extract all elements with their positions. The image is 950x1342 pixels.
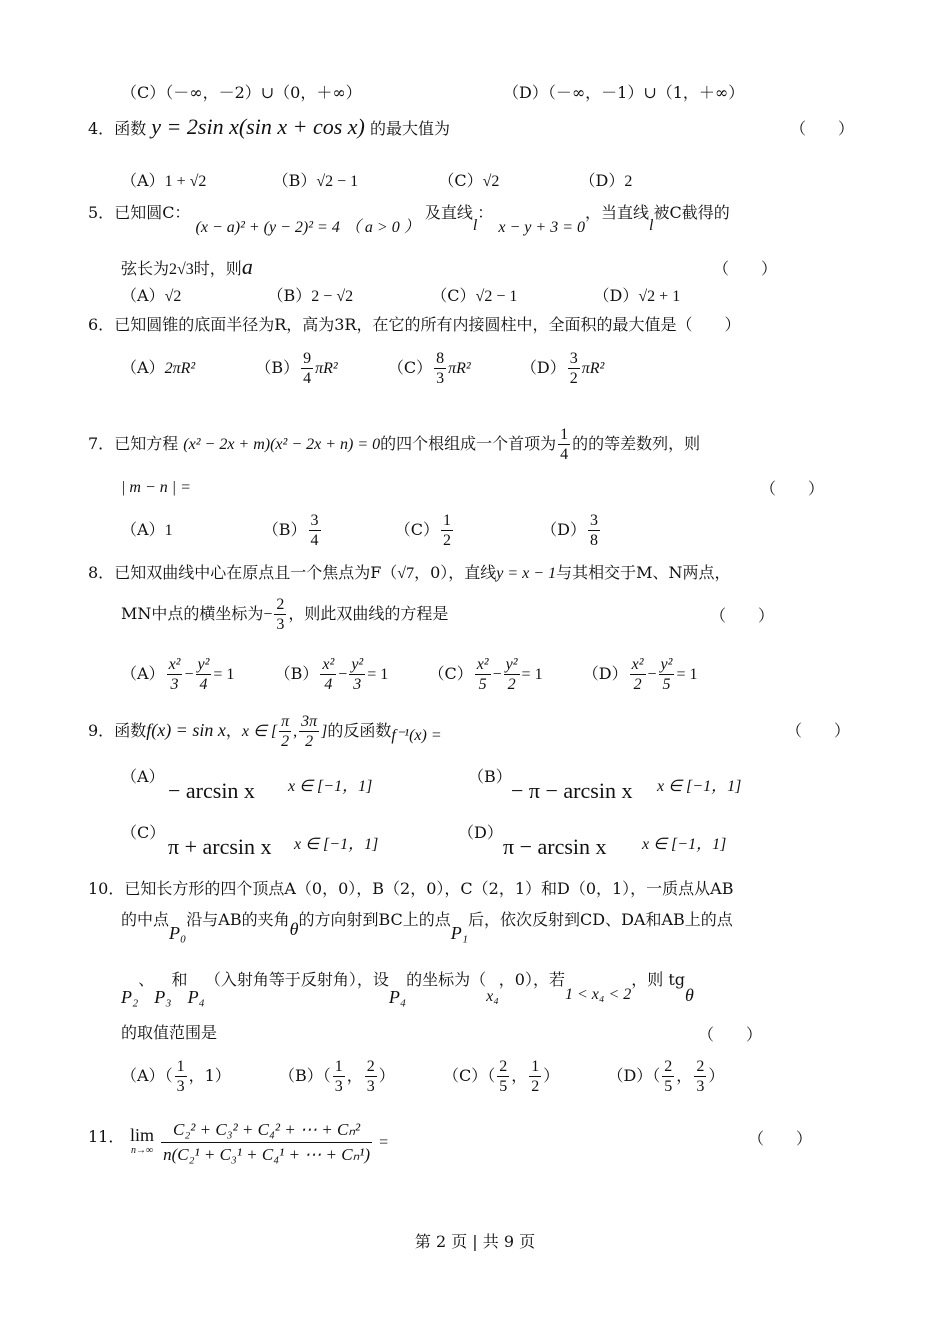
q9-domain-post: ]: [321, 723, 328, 740]
q4-option-d-label: （D）: [579, 171, 625, 190]
q8-option-c-label: （C）: [428, 664, 473, 683]
q10-option-a-label: （A）: [121, 1066, 165, 1085]
q10-option-c-d1: 5: [499, 1078, 508, 1095]
q6-options: [121, 344, 604, 393]
q4-option-b-label: （B）: [272, 171, 317, 190]
q5-chord-length: 2√3: [169, 261, 194, 278]
q8-midpoint-numerator: 2: [276, 596, 285, 613]
q9-inverse: f⁻¹(x) =: [391, 727, 442, 744]
q10-line4: 的取值范围是: [121, 1023, 218, 1042]
q7-option-b-denominator: 4: [310, 532, 319, 549]
q5-stem-line2: [121, 256, 253, 281]
q5-var-a: a: [241, 254, 253, 279]
q5-line-equation: x − y + 3 = 0: [498, 219, 585, 236]
q7-first-term-denominator: 4: [560, 446, 569, 463]
q8-number: 8．: [88, 563, 115, 582]
q10-p3: P₃: [154, 987, 172, 1007]
q5-option-a-label: （A）: [121, 286, 165, 305]
q10-option-d-sep: ，: [676, 1066, 693, 1085]
q7-option-c-numerator: 1: [442, 512, 451, 529]
q10-l3c: ，0），若: [498, 970, 565, 989]
q8-option-a-y: y²: [197, 656, 210, 673]
q9-option-a-domain: x ∈ [−1，1]: [288, 778, 373, 795]
q10-l2a: 的中点: [121, 910, 170, 929]
q10-option-b-n2: 2: [366, 1058, 375, 1075]
q10-p1: P₁: [450, 923, 469, 943]
q8-line2-post: ，则此双曲线的方程是: [288, 604, 449, 623]
q7-pre: 已知方程: [114, 434, 179, 453]
q9-function: f(x) = sin x: [146, 720, 226, 740]
q7-mid: 的四个根组成一个首项为: [380, 434, 557, 453]
q8-option-c-y: y²: [505, 656, 518, 673]
q10-answer-blank: （ ）: [698, 1025, 763, 1044]
q8-option-a-eq: = 1: [213, 666, 235, 683]
q10-p4b: P₄: [388, 987, 407, 1007]
q10-option-b-n1: 1: [334, 1058, 343, 1075]
q10-option-c-label: （C）: [442, 1066, 488, 1085]
q8-option-a-a2: 3: [170, 676, 179, 693]
q9-option-d-domain: x ∈ [−1，1]: [642, 836, 727, 853]
q7-post: 的的等差数列，则: [572, 434, 701, 453]
q8-focus: √7: [397, 565, 415, 582]
q7-option-d-denominator: 8: [589, 532, 598, 549]
q8-stem: [88, 562, 730, 585]
q5-option-b-label: （B）: [267, 286, 312, 305]
q8-option-d-eq: = 1: [676, 666, 698, 683]
q5-option-d-label: （D）: [593, 286, 639, 305]
q6-number: 6．: [88, 315, 115, 334]
q10-option-c-n2: 1: [531, 1058, 540, 1075]
q5-line2-post: 时，则: [193, 259, 242, 278]
q4-stem: [88, 116, 450, 140]
q7-options: [121, 506, 602, 555]
q10-option-c-d2: 2: [531, 1078, 540, 1095]
q10-option-b-d2: 3: [366, 1078, 375, 1095]
q10-dun: 、: [138, 970, 155, 989]
q11-lim-sub: n→∞: [130, 1144, 154, 1156]
q5-option-d: √2 + 1: [638, 288, 681, 305]
q8-line-equation: y = x − 1: [496, 565, 557, 582]
q6-option-b-tail: πR²: [315, 360, 338, 377]
q5-circle-equation: (x − a)² + (y − 2)² = 4: [195, 219, 340, 236]
q6-option-d-tail: πR²: [581, 360, 605, 377]
q8-option-a-label: （A）: [121, 664, 165, 683]
q11-limit: [130, 1118, 388, 1167]
q10-option-a-numerator: 1: [176, 1058, 185, 1075]
q9-option-c: π + arcsin x: [168, 834, 272, 859]
q9-option-b-domain: x ∈ [−1，1]: [657, 778, 742, 795]
q10-option-d-label: （D）: [607, 1066, 653, 1085]
q6-option-b-label: （B）: [255, 358, 300, 377]
q9-option-d-label: （D）: [458, 823, 503, 842]
q4-options: [121, 170, 632, 193]
q10-option-b-label: （B）: [278, 1066, 323, 1085]
q8-option-b-y: y²: [351, 656, 364, 673]
q7-option-a: 1: [164, 522, 173, 539]
q8-option-b-x: x²: [322, 656, 335, 673]
q8-option-c-eq: = 1: [521, 666, 543, 683]
q7-stem: [88, 422, 700, 467]
q8-option-d-b2: 5: [662, 676, 671, 693]
q7-option-b-label: （B）: [262, 520, 307, 539]
q5-mid2: ，当直线: [585, 203, 650, 222]
q9-domain-pre: x ∈ [: [241, 723, 278, 740]
q4-answer-blank: （ ）: [790, 119, 855, 138]
q9-answer-blank: （ ）: [786, 721, 851, 740]
q6-stem: [88, 314, 740, 336]
q10-p4: P₄: [187, 987, 205, 1007]
q10-option-b-d1: 3: [334, 1078, 343, 1095]
q5-line-var-2: l: [649, 217, 654, 234]
q9-option-d: π − arcsin x: [503, 834, 607, 859]
q8-option-a-b2: 4: [199, 676, 208, 693]
q10-l2b: 沿与AB的夹角: [186, 910, 290, 929]
q10-p0: P₀: [169, 923, 187, 943]
q10-inequality: 1 < x₄ < 2: [564, 986, 632, 1003]
q8-post: 与其相交于M、N两点，: [556, 563, 731, 582]
q10-options: [121, 1052, 724, 1100]
page-footer: 第 2 页 | 共 9 页: [414, 1232, 536, 1251]
q8-mid: ，0），直线: [414, 563, 497, 582]
q4-number: 4．: [88, 119, 115, 138]
q8-option-d-a2: 2: [633, 676, 642, 693]
q4-expression: y = 2sin x(sin x + cos x): [151, 114, 365, 139]
q8-negative-sign: −: [263, 606, 273, 623]
q5-answer-blank: （ ）: [713, 259, 778, 278]
q10-x4: x₄: [486, 988, 499, 1005]
q8-stem-line2: [121, 592, 448, 637]
q10-option-d-open: （: [652, 1066, 661, 1085]
q5-line-var: l: [472, 217, 478, 234]
q10-option-a-close: ，1）: [188, 1066, 231, 1085]
q7-equation: (x² − 2x + m)(x² − 2x + n) = 0: [183, 436, 381, 453]
q10-l3a: （入射角等于反射角），设: [204, 970, 389, 989]
q10-option-d-close: ）: [708, 1066, 725, 1085]
q9-stem: 9．函数f(x) = sin x，x ∈ [ $\frac{\pi}{2}$ , $\frac{3\pi}{2}$ ]的反函数f⁻¹(x) =: [88, 713, 442, 750]
q10-option-a-denominator: 3: [176, 1078, 185, 1095]
q8-option-d-x: x²: [631, 656, 644, 673]
q5-pre: 已知圆C：: [114, 203, 191, 222]
q5-option-a: √2: [164, 288, 182, 305]
q9-domain-low-denominator: 2: [281, 733, 290, 750]
q5-options: [121, 285, 680, 308]
q10-option-d-n2: 2: [696, 1058, 705, 1075]
q5-stem: [88, 202, 730, 236]
q8-option-d-label: （D）: [582, 664, 628, 683]
q4-post: 的最大值为: [369, 119, 450, 138]
q7-option-d-numerator: 3: [589, 512, 598, 529]
q7-option-c-denominator: 2: [442, 532, 451, 549]
q9-option-c-domain: x ∈ [−1，1]: [294, 836, 379, 853]
q8-option-b-label: （B）: [274, 664, 319, 683]
q11-numerator: C₂² + C₃² + C₄² + ⋯ + Cₙ²: [161, 1118, 372, 1143]
q5-colon: ：: [477, 203, 494, 222]
q6-option-b-numerator: 9: [303, 350, 312, 367]
q5-option-c-label: （C）: [431, 286, 476, 305]
q10-option-c-close: ）: [543, 1066, 560, 1085]
q11-equals: =: [379, 1134, 389, 1151]
q5-option-b: 2 − √2: [311, 288, 354, 305]
q8-option-d-y: y²: [660, 656, 673, 673]
q9-option-c-label: （C）: [121, 823, 166, 842]
q10-l3d: ，则 tg: [631, 970, 686, 989]
q9-option-a-label: （A）: [121, 767, 165, 786]
q7-expression: | m − n | =: [121, 479, 191, 496]
q7-answer-blank: （ ）: [760, 479, 825, 498]
q9-domain-high-numerator: 3π: [301, 713, 318, 730]
q6-option-c-tail: πR²: [448, 360, 471, 377]
q9-pre: 函数: [114, 721, 147, 740]
q8-option-b-a2: 4: [324, 676, 333, 693]
q8-option-b-b2: 3: [353, 676, 362, 693]
q10-option-c-n1: 2: [499, 1058, 508, 1075]
q10-line1: 10．已知长方形的四个顶点A（0，0），B（2，0），C（2，1）和D（0，1），一质点从AB: [88, 879, 734, 898]
q8-midpoint-denominator: 3: [276, 616, 285, 633]
q9-option-b-label: （B）: [468, 767, 512, 786]
q10-l3b: 的坐标为（: [406, 970, 487, 989]
q6-option-c-numerator: 8: [436, 350, 445, 367]
q9-post: 的反函数: [327, 721, 392, 740]
q10-option-d-d2: 3: [696, 1078, 705, 1095]
q8-option-c-b2: 2: [507, 676, 516, 693]
q10-option-a-open: （: [164, 1066, 173, 1085]
q8-pre: 已知双曲线中心在原点且一个焦点为F（: [114, 563, 398, 582]
q6-option-c-label: （C）: [387, 358, 433, 377]
q8-option-a-x: x²: [168, 656, 181, 673]
q4-pre: 函数: [114, 119, 147, 138]
q10-line2: [121, 908, 733, 943]
q9-domain-low-numerator: π: [281, 713, 290, 730]
q5-mid3: 被C截得的: [653, 203, 730, 222]
q10-l2d: 后，依次反射到CD、DA和AB上的点: [468, 910, 733, 929]
q8-options: （A） $\frac{\text{x²}}{3}$ − $\frac{\text{y²}}{4}$ = 1 （B） $\frac{\text{x²}}{4}$ − $\frac{\text{y²}}{3}$ = 1 （C） $\frac{\text{x²}}{5}$ − $\frac{\text{y²}}{2}$ = 1 （D） $\frac{\text{x²}}{2}$ − $\frac{\text{y²}}{5}$ = 1: [121, 656, 698, 693]
q9-option-b: − π − arcsin x: [511, 778, 633, 803]
q6-option-a-label: （A）: [121, 358, 165, 377]
q10-p2: P₂: [121, 987, 139, 1007]
q8-answer-blank: （ ）: [710, 606, 775, 625]
q10-option-b-open: （: [322, 1066, 331, 1085]
q9-comma: ，: [225, 721, 242, 740]
q6-option-c-denominator: 3: [436, 370, 445, 387]
q8-option-b-eq: = 1: [367, 666, 389, 683]
q5-mid: 及直线: [424, 203, 473, 222]
q3-option-c: （C）（－∞，－2）∪（0，＋∞）: [121, 83, 362, 102]
q10-line3: [121, 968, 694, 1007]
q7-stem-line2: [121, 476, 191, 499]
q11-lim: lim: [130, 1124, 155, 1145]
q4-option-d: 2: [624, 173, 633, 190]
q6-option-a: 2πR²: [164, 360, 196, 377]
q11-number: 11．: [88, 1127, 125, 1146]
q10-option-d-d1: 5: [664, 1078, 673, 1095]
q10-option-c-sep: ，: [511, 1066, 528, 1085]
q5-number: 5．: [88, 203, 115, 222]
q3-option-d: （D）（－∞，－1）∪（1，＋∞）: [503, 83, 745, 102]
q8-option-c-a2: 5: [478, 676, 487, 693]
q10-he: 和: [171, 970, 188, 989]
q9-option-a: − arcsin x: [168, 778, 255, 803]
q10-option-c-open: （: [487, 1066, 496, 1085]
q4-option-a-label: （A）: [121, 171, 165, 190]
q6-option-d-denominator: 2: [569, 370, 578, 387]
q8-option-c-x: x²: [476, 656, 489, 673]
q7-option-b-numerator: 3: [310, 512, 319, 529]
q10-option-b-sep: ，: [346, 1066, 363, 1085]
q6-text: 已知圆锥的底面半径为R，高为3R，在它的所有内接圆柱中，全面积的最大值是（ ）: [114, 315, 741, 334]
q9-domain-high-denominator: 2: [305, 733, 314, 750]
q4-option-a: 1 + √2: [164, 173, 207, 190]
q5-option-c: √2 − 1: [475, 288, 518, 305]
q4-option-c: √2: [482, 173, 500, 190]
q10-option-d-n1: 2: [664, 1058, 673, 1075]
q7-number: 7．: [88, 434, 115, 453]
q8-line2-pre: MN中点的横坐标为: [121, 604, 264, 623]
q6-option-d-label: （D）: [520, 358, 566, 377]
q4-option-b: √2 − 1: [316, 173, 359, 190]
q6-option-b-denominator: 4: [303, 370, 312, 387]
q10-l2c: 的方向射到BC上的点: [298, 910, 451, 929]
q9-number: 9．: [88, 721, 115, 740]
q10-option-b-close: ）: [378, 1066, 395, 1085]
q7-option-d-label: （D）: [541, 520, 586, 539]
q5-line2-pre: 弦长为: [121, 259, 170, 278]
q4-option-c-label: （C）: [438, 171, 483, 190]
q7-option-a-label: （A）: [121, 520, 165, 539]
q10-theta: θ: [289, 919, 299, 939]
q11-denominator: n(C₂¹ + C₃¹ + C₄¹ + ⋯ + Cₙ¹): [163, 1145, 371, 1164]
q7-first-term-numerator: 1: [560, 426, 569, 443]
q6-option-d-numerator: 3: [569, 350, 578, 367]
q5-condition: （ a > 0 ）: [344, 219, 420, 236]
q10-theta-2: θ: [685, 985, 694, 1005]
q11-answer-blank: （ ）: [748, 1129, 813, 1148]
q7-option-c-label: （C）: [394, 520, 439, 539]
